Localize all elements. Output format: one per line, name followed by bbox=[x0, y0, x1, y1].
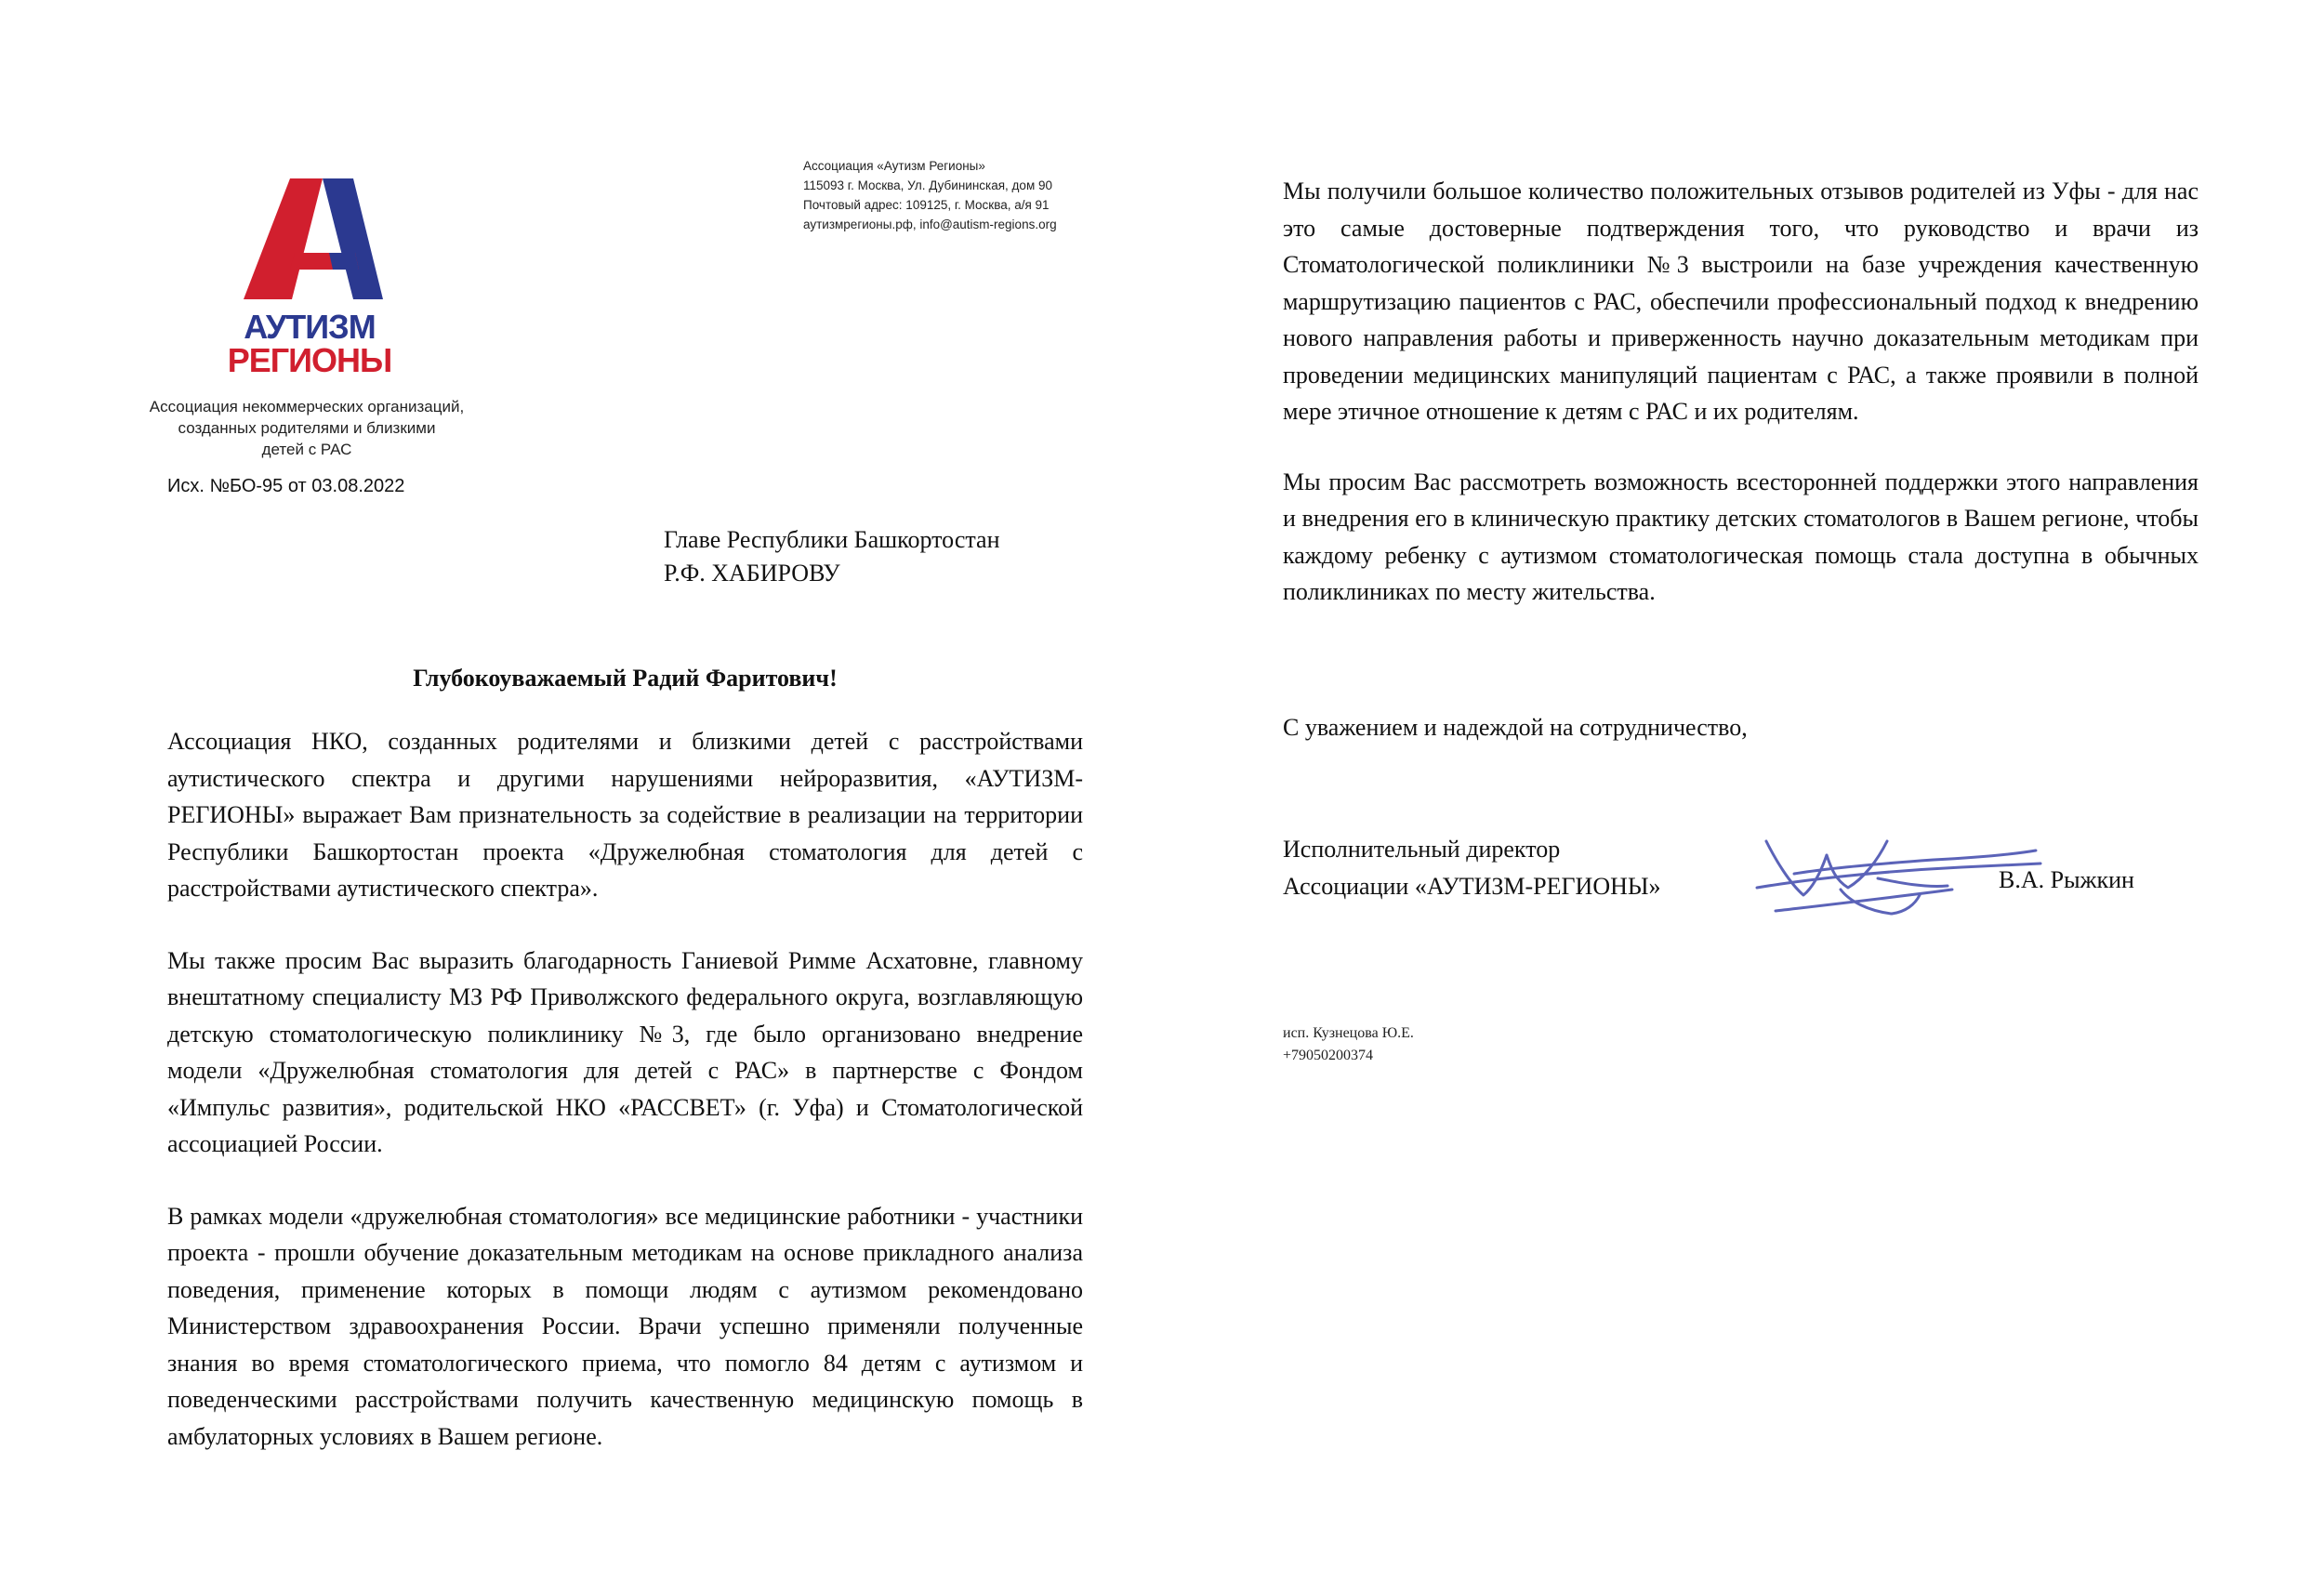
addressee-line: Р.Ф. ХАБИРОВУ bbox=[664, 560, 840, 587]
org-desc-line: созданных родителями и близкими bbox=[178, 419, 436, 437]
organization-logo bbox=[244, 178, 383, 299]
left-column bbox=[167, 723, 1083, 1490]
signatory-title bbox=[1283, 831, 1661, 905]
organization-description bbox=[139, 396, 474, 460]
body-paragraph: Мы получили большое количество положительных отзывов родителей из Уфы - для нас это самые достоверные подтверждения того, что руководство и врачи из Стоматологической поликлиники №3 выстроили на базе учреждения качественную маршрутизацию пациентов с РАС, обеспечили профессиональный подход к внедрению нового направления работы и приверженность научно доказательным методикам при проведении медицинских манипуляций пациентам с РАС, а также проявили в полной мере этичное отношение к детям с РАС и их родителям. bbox=[1283, 178, 2199, 425]
closing-line: С уважением и надеждой на сотрудничество, bbox=[1283, 714, 1748, 741]
outgoing-number: Исх. №БО-95 от 03.08.2022 bbox=[167, 476, 405, 496]
org-desc-line: детей с РАС bbox=[261, 441, 352, 458]
contact-line: аутизмрегионы.рф, info@autism-regions.org bbox=[803, 218, 1057, 231]
signatory-title-line: Ассоциации «АУТИЗМ-РЕГИОНЫ» bbox=[1283, 873, 1661, 900]
contact-line: Ассоциация «Аутизм Регионы» bbox=[803, 159, 985, 173]
contact-line: 115093 г. Москва, Ул. Дубининская, дом 90 bbox=[803, 178, 1052, 192]
contact-block bbox=[803, 156, 1057, 234]
body-paragraph: В рамках модели «дружелюбная стоматология» все медицинские работники - участники проекта - прошли обучение доказательным методикам на основе прикладного анализа поведения, применение которых в помощи людям с аутизмом рекомендовано Министерством здравоохранения России. Врачи успешно применяли полученные знания во время стоматологического приема, что помогло 84 детям с аутизмом и поведенческими расстройствами получить качественную медицинскую помощь в амбулаторных условиях в Вашем регионе. bbox=[167, 1202, 1083, 1450]
body-paragraph: Ассоциация НКО, созданных родителями и близкими детей с расстройствами аутистического спектра и другими нарушениями нейроразвития, «АУТИЗМ-РЕГИОНЫ» выражает Вам признательность за содействие в реализации на территории Республики Башкортостан проекта «Дружелюбная стоматология для детей с расстройствами аутистического спектра». bbox=[167, 728, 1083, 902]
right-column bbox=[1283, 173, 2199, 644]
body-paragraph: Мы просим Вас рассмотреть возможность всесторонней поддержки этого направления и внедрения его в клиническую практику детских стоматологов в Вашем регионе, чтобы каждому ребенку с аутизмом стоматологическая помощь стала доступна в обычных поликлиниках по месту жительства. bbox=[1283, 468, 2199, 605]
salutation: Глубокоуважаемый Радий Фаритович! bbox=[413, 665, 838, 692]
org-desc-line: Ассоциация некоммерческих организаций, bbox=[149, 398, 465, 415]
contact-line: Почтовый адрес: 109125, г. Москва, а/я 91 bbox=[803, 198, 1050, 212]
signatory-title-line: Исполнительный директор bbox=[1283, 836, 1561, 863]
addressee-line: Главе Республики Башкортостан bbox=[664, 526, 1000, 553]
logo-text-line2: РЕГИОНЫ bbox=[227, 341, 392, 379]
executor-phone: +79050200374 bbox=[1283, 1048, 1374, 1063]
executor-name: исп. Кузнецова Ю.Е. bbox=[1283, 1025, 1414, 1041]
executor-info bbox=[1283, 1022, 1414, 1067]
body-paragraph: Мы также просим Вас выразить благодарность Ганиевой Римме Асхатовне, главному внештатному специалисту МЗ РФ Приволжского федерального округа, возглавляющую детскую стоматологическую поликлинику №3, где было организовано внедрение модели «Дружелюбная стоматология для детей с РАС» в партнерстве с Фондом «Импульс развития», родительской НКО «РАССВЕТ» (г. Уфа) и Стоматологической ассоциацией России. bbox=[167, 946, 1083, 1157]
signer-name: В.А. Рыжкин bbox=[1999, 866, 2134, 893]
logo-text-line1: АУТИЗМ bbox=[244, 308, 376, 346]
addressee bbox=[664, 523, 1000, 590]
